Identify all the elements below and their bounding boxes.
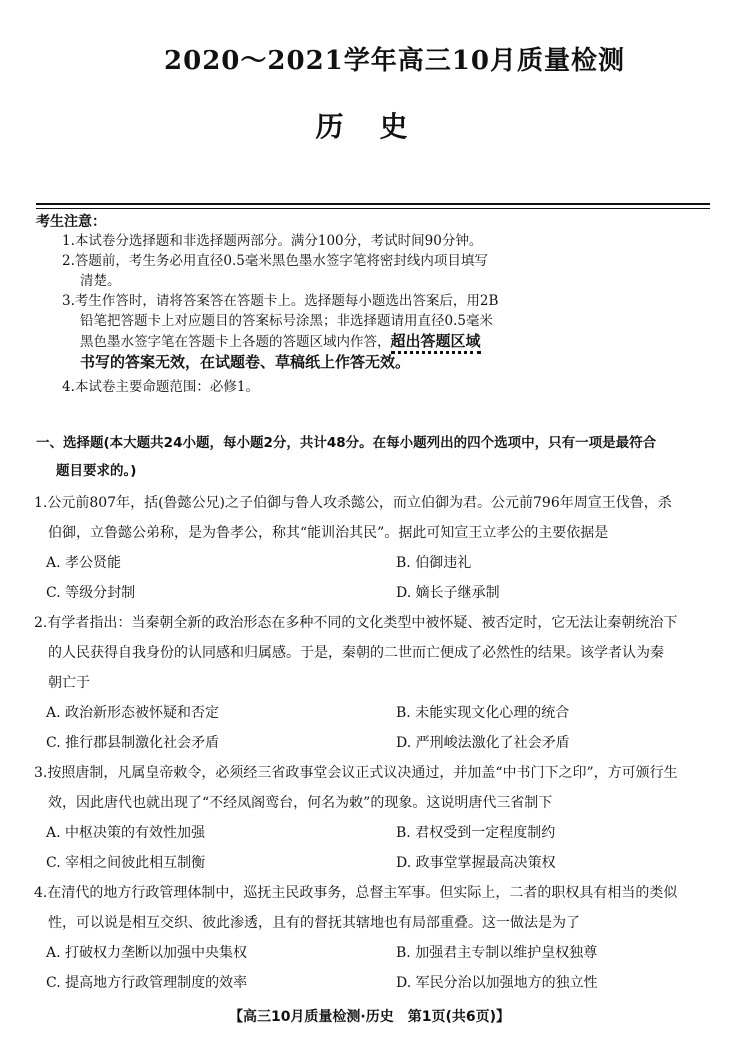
option-a: A. 打破权力垄断以加强中央集权 <box>46 945 248 961</box>
option-c: C. 推行郡县制激化社会矛盾 <box>46 735 220 751</box>
exam-title: 2020～2021学年高三10月质量检测 <box>164 46 625 76</box>
subject-title: 历史 <box>315 110 444 143</box>
options <box>34 818 718 878</box>
notice-item: 2.答题前，考生务必用直径0.5毫米黑色墨水签字笔将密封线内项目填写 清楚。 <box>62 253 488 289</box>
notice-list <box>62 231 582 397</box>
question <box>34 608 718 758</box>
question-stem: 3.按照唐制，凡属皇帝敕令，必须经三省政事堂会议正式议决通过，并加盖“中书门下之印”，方可颁行生 效，因此唐代也就出现了“不经凤阁鸾台，何名为敕”的现象。这说明唐代三省制下 <box>34 765 678 811</box>
option-d: D. 军民分治以加强地方的独立性 <box>396 975 598 991</box>
option-a: A. 政治新形态被怀疑和否定 <box>46 705 220 721</box>
notice-item: 4.本试卷主要命题范围：必修1。 <box>62 379 259 395</box>
options <box>34 698 718 758</box>
option-d: D. 政事堂掌握最高决策权 <box>396 855 556 871</box>
question-stem: 2.有学者指出：当秦朝全新的政治形态在多种不同的文化类型中被怀疑、被否定时，它无法让秦朝统治下 的人民获得自我身份的认同感和归属感。于是，秦朝的二世而亡便成了必然性的结果。该学者认为秦 朝亡于 <box>34 615 678 691</box>
question-stem: 4.在清代的地方行政管理体制中，巡抚主民政事务，总督主军事。但实际上，二者的职权具有相当的类似 性，可以说是相互交织、彼此渗透，且有的督抚其辖地也有局部重叠。这一做法是为了 <box>34 885 678 931</box>
divider-thin <box>36 208 710 209</box>
option-b: B. 未能实现文化心理的统合 <box>396 705 570 721</box>
option-b: B. 伯御违礼 <box>396 555 472 571</box>
notice-item: 1.本试卷分选择题和非选择题两部分。满分100分，考试时间90分钟。 <box>62 233 483 249</box>
option-d: D. 严刑峻法激化了社会矛盾 <box>396 735 570 751</box>
section-heading: 一、选择题(本大题共24小题，每小题2分，共计48分。在每小题列出的四个选项中，只有一项是最符合 题目要求的。) <box>36 435 657 479</box>
notice-item: 3.考生作答时，请将答案答在答题卡上。选择题每小题选出答案后，用2B 铅笔把答题卡上对应题目的答案标号涂黑；非选择题请用直径0.5毫米 黑色墨水签字笔在答题卡上各题的答题区域内作答，超出答题区域 书写的答案无效，在试题卷、草稿纸上作答无效。 <box>62 293 499 371</box>
option-a: A. 中枢决策的有效性加强 <box>46 825 206 841</box>
option-c: C. 等级分封制 <box>46 585 136 601</box>
question <box>34 758 718 878</box>
question-list <box>34 488 718 998</box>
option-b: B. 加强君主专制以维护皇权独尊 <box>396 945 598 961</box>
options <box>34 938 718 998</box>
notice-emphasis: 超出答题区域 <box>391 332 481 354</box>
question <box>34 878 718 998</box>
notice-heading: 考生注意： <box>36 214 106 230</box>
notice-emphasis: 书写的答案无效，在试题卷、草稿纸上作答无效。 <box>80 353 411 371</box>
option-c: C. 宰相之间彼此相互制衡 <box>46 855 206 871</box>
page-footer: 【高三10月质量检测·历史 第1页(共6页)】 <box>228 1009 511 1025</box>
question <box>34 488 718 608</box>
question-stem: 1.公元前807年，括(鲁懿公兄)之子伯御与鲁人攻杀懿公，而立伯御为君。公元前796年周宣王伐鲁，杀 伯御，立鲁懿公弟称，是为鲁孝公，称其“能训治其民”。据此可知宣王立孝公的主要依据是 <box>34 495 672 541</box>
option-d: D. 嫡长子继承制 <box>396 585 500 601</box>
option-c: C. 提高地方行政管理制度的效率 <box>46 975 248 991</box>
option-b: B. 君权受到一定程度制约 <box>396 825 556 841</box>
options <box>34 548 718 608</box>
divider-thick <box>36 203 710 205</box>
option-a: A. 孝公贤能 <box>46 555 122 571</box>
